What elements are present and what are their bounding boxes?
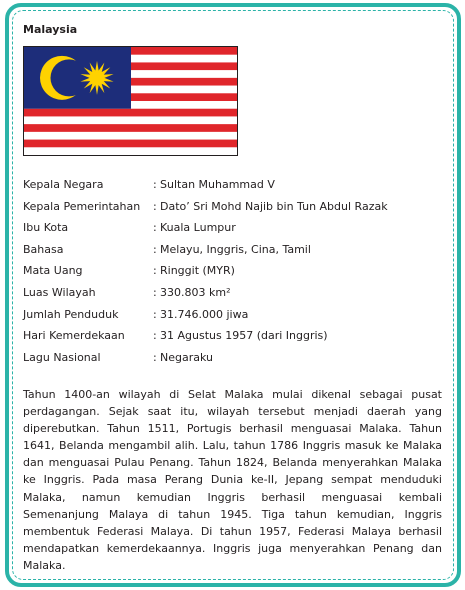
crescent-cutout	[51, 59, 88, 96]
info-label: Mata Uang	[23, 264, 83, 278]
info-separator: :	[153, 329, 157, 343]
info-separator: :	[153, 178, 157, 191]
country-info-list	[23, 174, 443, 368]
info-label: Jumlah Penduduk	[23, 307, 119, 321]
info-value: 31.746.000 jiwa	[160, 307, 249, 321]
info-separator: :	[153, 350, 157, 364]
info-value: 330.803 km²	[160, 285, 231, 299]
info-value: Ringgit (MYR)	[160, 264, 235, 278]
info-label: Bahasa	[23, 242, 64, 256]
info-row-independence-day	[23, 325, 443, 347]
info-separator: :	[153, 221, 157, 235]
info-label: Kepala Pemerintahan	[23, 199, 141, 213]
info-row-head-of-government	[23, 196, 443, 218]
info-value: Sultan Muhammad V	[160, 178, 275, 191]
info-row-capital	[23, 217, 443, 239]
flag-stripe	[24, 147, 237, 155]
info-row-currency	[23, 260, 443, 282]
info-value: Negaraku	[160, 350, 213, 364]
info-separator: :	[153, 242, 157, 256]
info-separator: :	[153, 307, 157, 321]
malaysia-flag-image	[23, 46, 238, 156]
info-value: Kuala Lumpur	[160, 221, 236, 235]
history-paragraph: Tahun 1400-an wilayah di Selat Malaka mulai dikenal sebagai pusat perdagangan. Sejak saat itu, wilayah tersebut menjadi daerah yang diperebutkan. Tahun 1511, Portugis berhasil menguasai Malaka. Tahun 1641, Belanda mengambil alih. Lalu, tahun 1786 Inggris masuk ke Malaka dan menguasai Pulau Penang. Tahun 1824, Belanda menyerahkan Malaka ke Inggris. Pada masa Perang Dunia ke-II, Jepang sempat menduduki Malaka, namun kemudian Inggris berhasil menguasai kembali Semenanjung Malaya di tahun 1945. Tiga tahun kemudian, Inggris membentuk Federasi Malaya. Di tahun 1957, Federasi Malaya berhasil mendapatkan kemerdekaannya. Inggris juga menyerahkan Penang dan Malaka.	[23, 388, 442, 572]
flag-stripe	[24, 124, 237, 132]
info-row-head-of-state	[23, 174, 443, 196]
info-row-national-anthem	[23, 347, 443, 369]
info-separator: :	[153, 285, 157, 299]
info-row-population	[23, 304, 443, 326]
flag-stripe	[24, 116, 237, 124]
info-label: Ibu Kota	[23, 221, 69, 235]
info-separator: :	[153, 264, 157, 278]
info-label: Hari Kemerdekaan	[23, 329, 125, 343]
info-separator: :	[153, 199, 157, 213]
info-label: Lagu Nasional	[23, 350, 101, 364]
info-value: 31 Agustus 1957 (dari Inggris)	[160, 329, 328, 343]
flag-stripe	[24, 140, 237, 148]
info-value: Melayu, Inggris, Cina, Tamil	[160, 242, 311, 256]
info-row-area	[23, 282, 443, 304]
info-value: Dato’ Sri Mohd Najib bin Tun Abdul Razak	[160, 199, 388, 213]
flag-stripe	[24, 109, 237, 117]
info-row-language	[23, 239, 443, 261]
info-label: Kepala Negara	[23, 178, 104, 191]
info-label: Luas Wilayah	[23, 285, 96, 299]
country-title: Malaysia	[23, 23, 78, 36]
flag-graphic	[24, 47, 237, 155]
flag-stripe	[24, 132, 237, 140]
